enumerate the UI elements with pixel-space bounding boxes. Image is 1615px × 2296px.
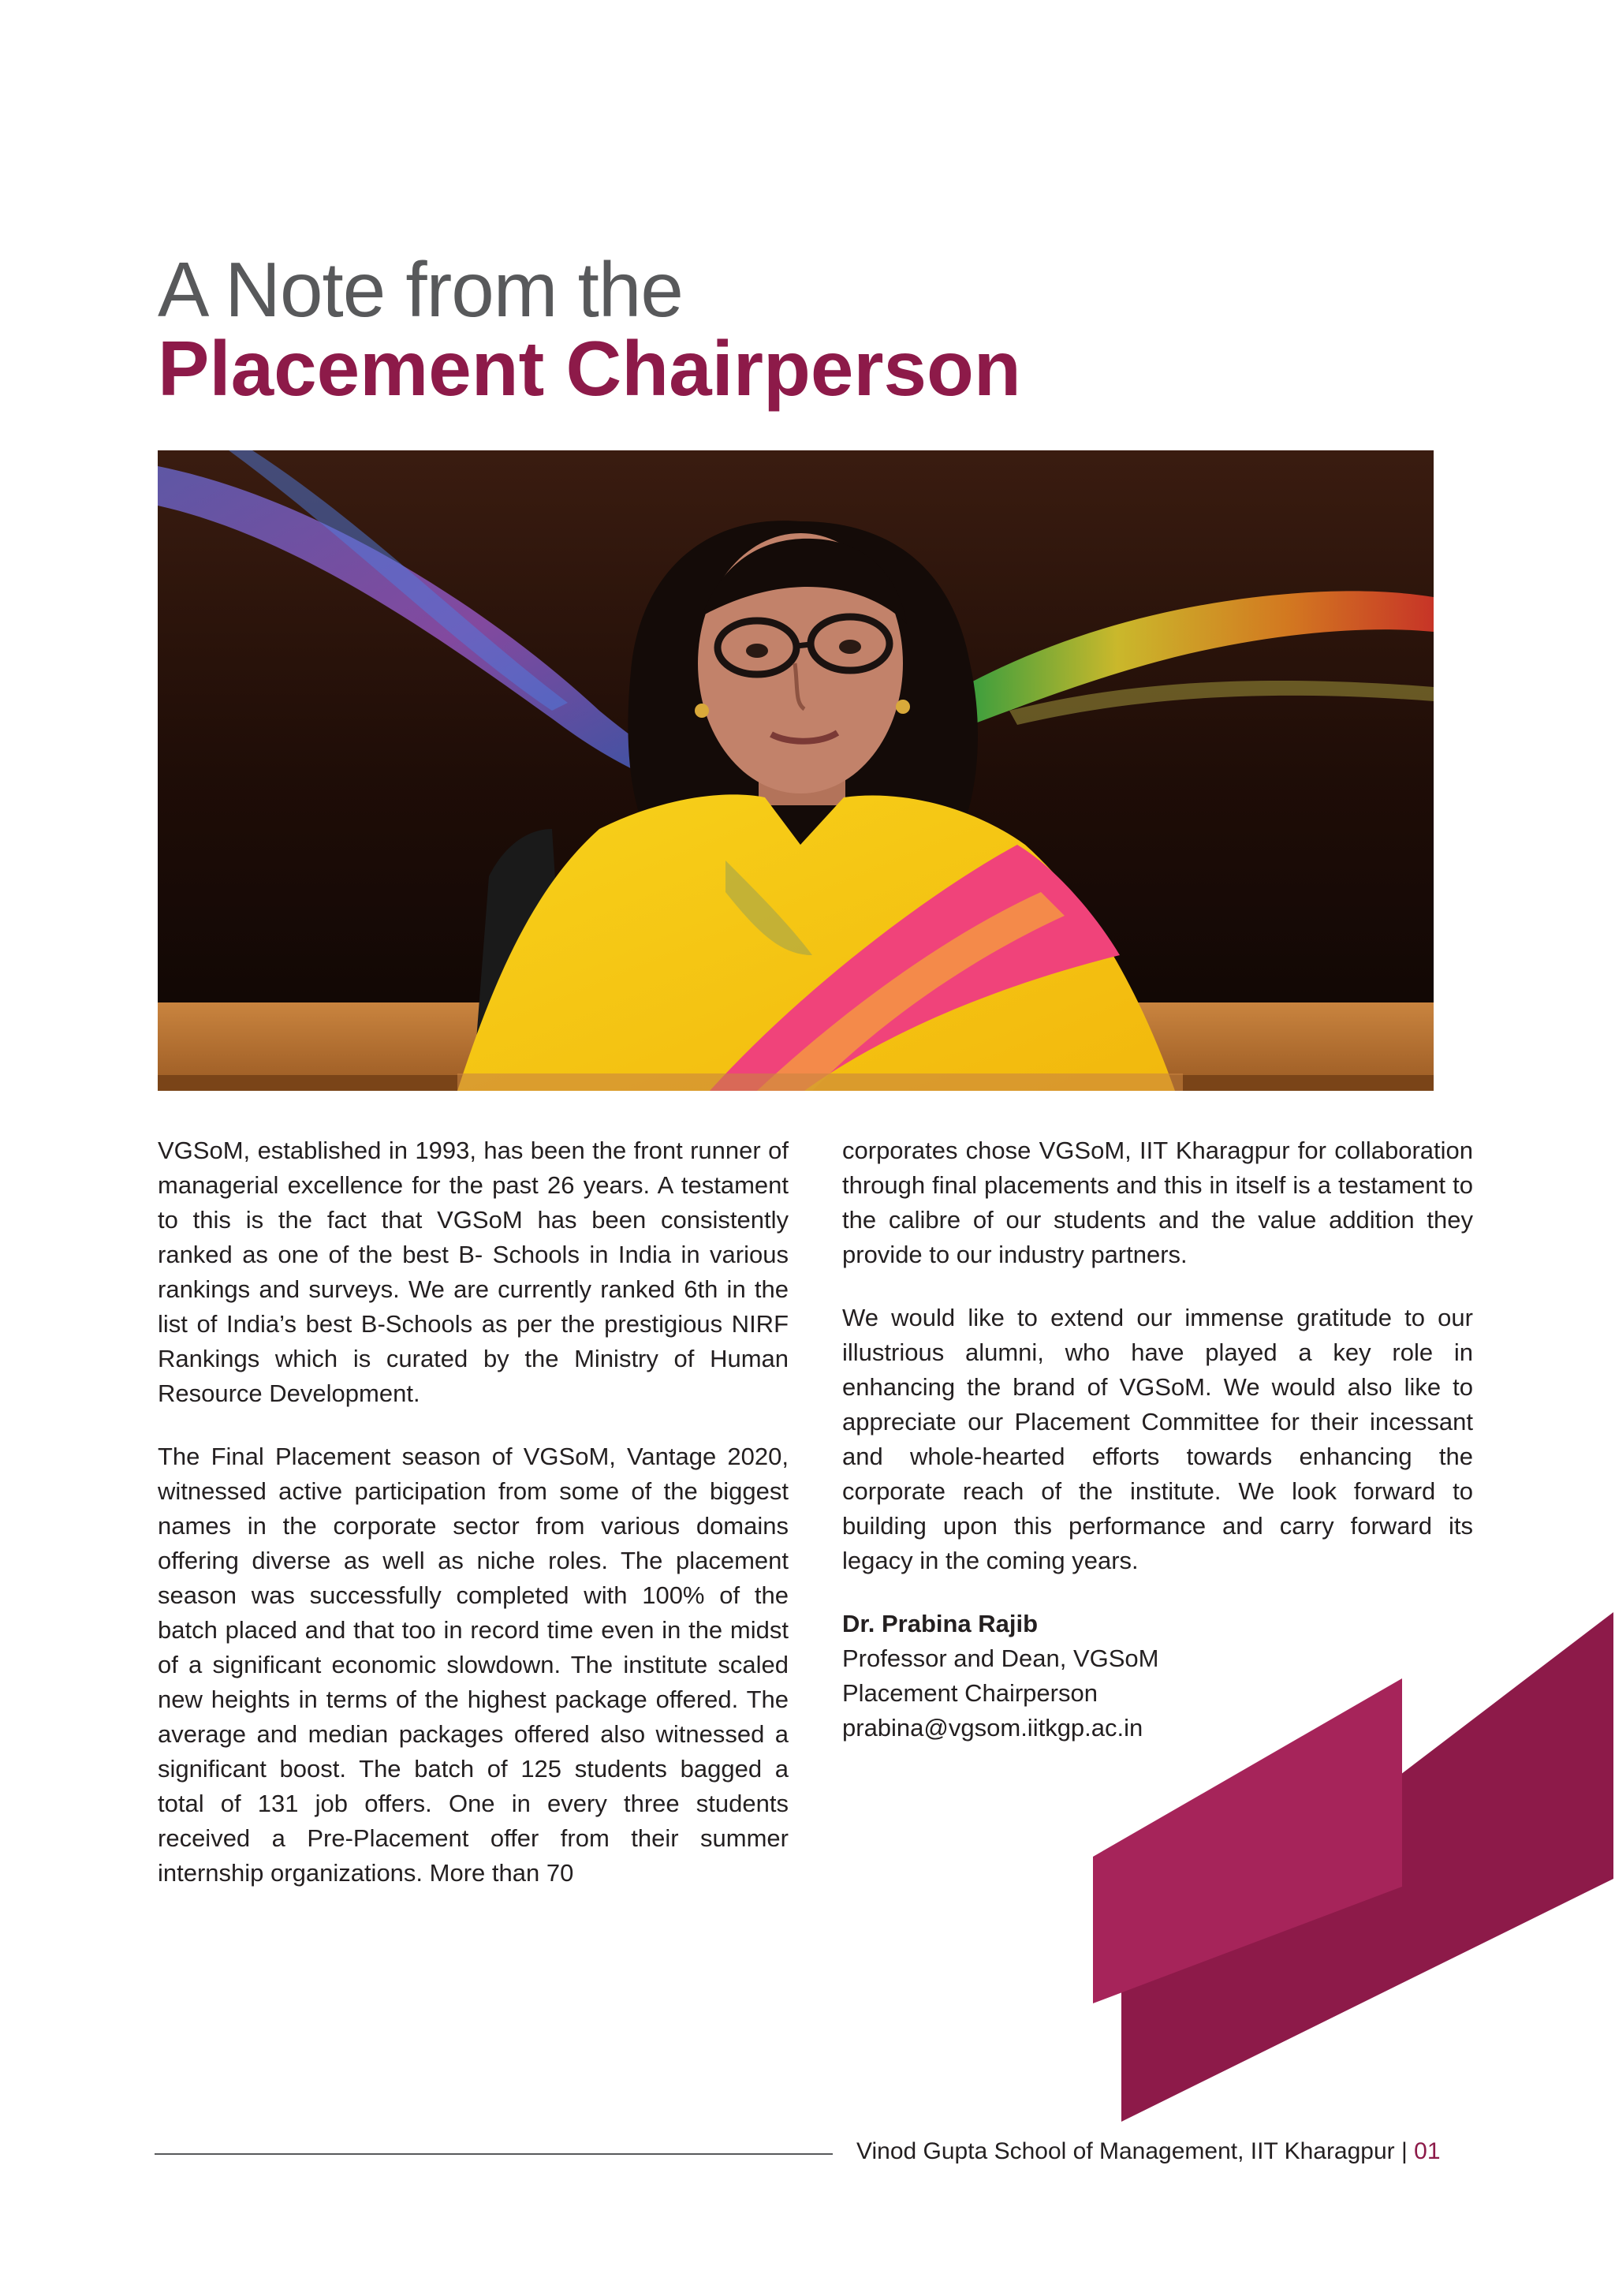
heading-line-1: A Note from the xyxy=(158,246,683,333)
footer-institution: Vinod Gupta School of Management, IIT Kharagpur xyxy=(856,2138,1395,2164)
paragraph-intro: VGSoM, established in 1993, has been the front runner of managerial excellence for the past 26 years. A testament to this is the fact that VGSoM has been consistently ranked as one of the best B- Schools in India in various rankings and surveys. We are currently ranked 6th in the list of India’s best B-Schools as per the prestigious NIRF Rankings which is curated by the Ministry of Human Resource Development. xyxy=(158,1137,789,1407)
page-number: 01 xyxy=(1414,2138,1441,2164)
signature-role-chair: Placement Chairperson xyxy=(842,1679,1098,1707)
footer-rule xyxy=(155,2153,833,2155)
signature-email: prabina@vgsom.iitkgp.ac.in xyxy=(842,1714,1143,1742)
footer xyxy=(856,2138,1441,2165)
footer-separator: | xyxy=(1401,2138,1408,2164)
signature-name: Dr. Prabina Rajib xyxy=(842,1610,1039,1637)
paragraph-gratitude: We would like to extend our immense gratitude to our illustrious alumni, who have played a key role in enhancing the brand of VGSoM. We would also like to appreciate our Placement Committee for their incessant and whole-hearted efforts towards enhancing the corporate reach of the institute. We look forward to building upon this performance and carry forward its legacy in the coming years. xyxy=(842,1304,1473,1574)
signature-role-dean: Professor and Dean, VGSoM xyxy=(842,1645,1159,1672)
paragraph-placement-season: The Final Placement season of VGSoM, Vantage 2020, witnessed active participation from some of the biggest names in the corporate sector from various domains offering diverse as well as niche roles. The placement season was successfully completed with 100% of the batch placed and that too in record time even in the midst of a significant economic slowdown. The institute scaled new heights in terms of the highest package offered. The average and median packages offered also witnessed a significant boost. The batch of 125 students bagged a total of 131 job offers. One in every three students received a Pre-Placement offer from their summer internship organizations. More than 70 xyxy=(158,1443,789,1887)
paragraph-corporates: corporates chose VGSoM, IIT Kharagpur for collaboration through final placements and this in itself is a testament to the calibre of our students and the value addition they provide to our industry partners. xyxy=(842,1137,1473,1268)
heading-line-2: Placement Chairperson xyxy=(158,325,1021,412)
